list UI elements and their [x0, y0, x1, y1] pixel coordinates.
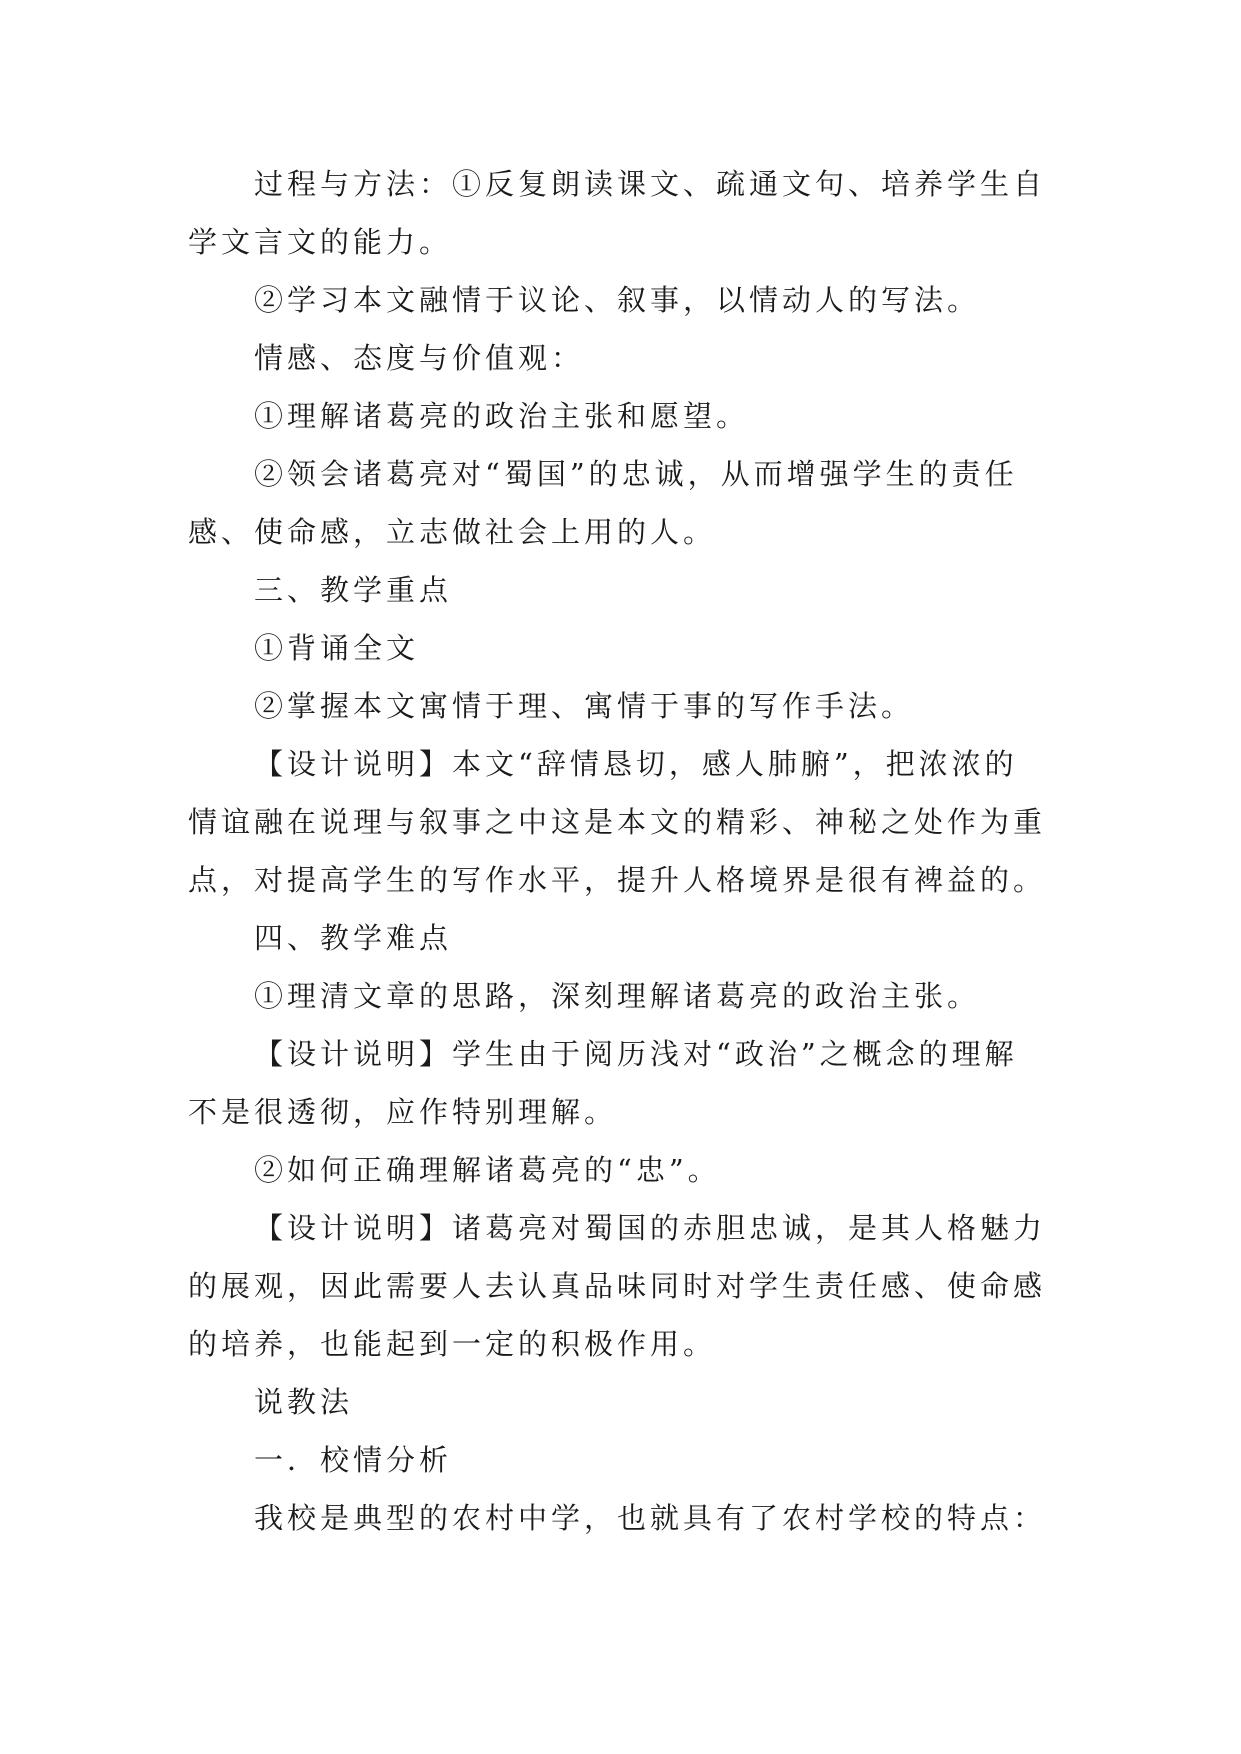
- section-heading: 说教法: [254, 1385, 354, 1419]
- text-line: ②学习本文融情于议论、叙事，以情动人的写法。: [254, 283, 981, 317]
- text-line: ②掌握本文寓情于理、寓情于事的写作手法。: [254, 689, 915, 723]
- text-line: 的培养，也能起到一定的积极作用。: [188, 1327, 717, 1361]
- text-line: 我校是典型的农村中学，也就具有了农村学校的特点：: [254, 1501, 1047, 1535]
- section-heading: 一．校情分析: [254, 1443, 453, 1477]
- text-line: 【设计说明】学生由于阅历浅对“政治”之概念的理解: [254, 1037, 1018, 1071]
- text-line: ②领会诸葛亮对“蜀国”的忠诚，从而增强学生的责任: [254, 457, 1018, 491]
- text-line: 【设计说明】诸葛亮对蜀国的赤胆忠诚，是其人格魅力: [254, 1211, 1047, 1245]
- text-line: 感、使命感，立志做社会上用的人。: [188, 515, 717, 549]
- text-line: ②如何正确理解诸葛亮的“忠”。: [254, 1153, 721, 1187]
- text-line: 情感、态度与价值观：: [254, 341, 585, 375]
- text-line: 不是很透彻，应作特别理解。: [188, 1095, 618, 1129]
- section-heading: 四、教学难点: [254, 921, 453, 955]
- section-heading: 三、教学重点: [254, 573, 453, 607]
- text-line: ①理解诸葛亮的政治主张和愿望。: [254, 399, 750, 433]
- text-line: 情谊融在说理与叙事之中这是本文的精彩、神秘之处作为重: [188, 805, 1047, 839]
- text-line: 学文言文的能力。: [188, 225, 453, 259]
- text-line: ①背诵全文: [254, 631, 420, 665]
- text-line: 的展观，因此需要人去认真品味同时对学生责任感、使命感: [188, 1269, 1047, 1303]
- text-line: ①理清文章的思路，深刻理解诸葛亮的政治主张。: [254, 979, 981, 1013]
- text-line: 【设计说明】本文“辞情恳切，感人肺腑”，把浓浓的: [254, 747, 1018, 781]
- text-line: 点，对提高学生的写作水平，提升人格境界是很有裨益的。: [188, 863, 1047, 897]
- text-line: 过程与方法：①反复朗读课文、疏通文句、培养学生自: [254, 167, 1047, 201]
